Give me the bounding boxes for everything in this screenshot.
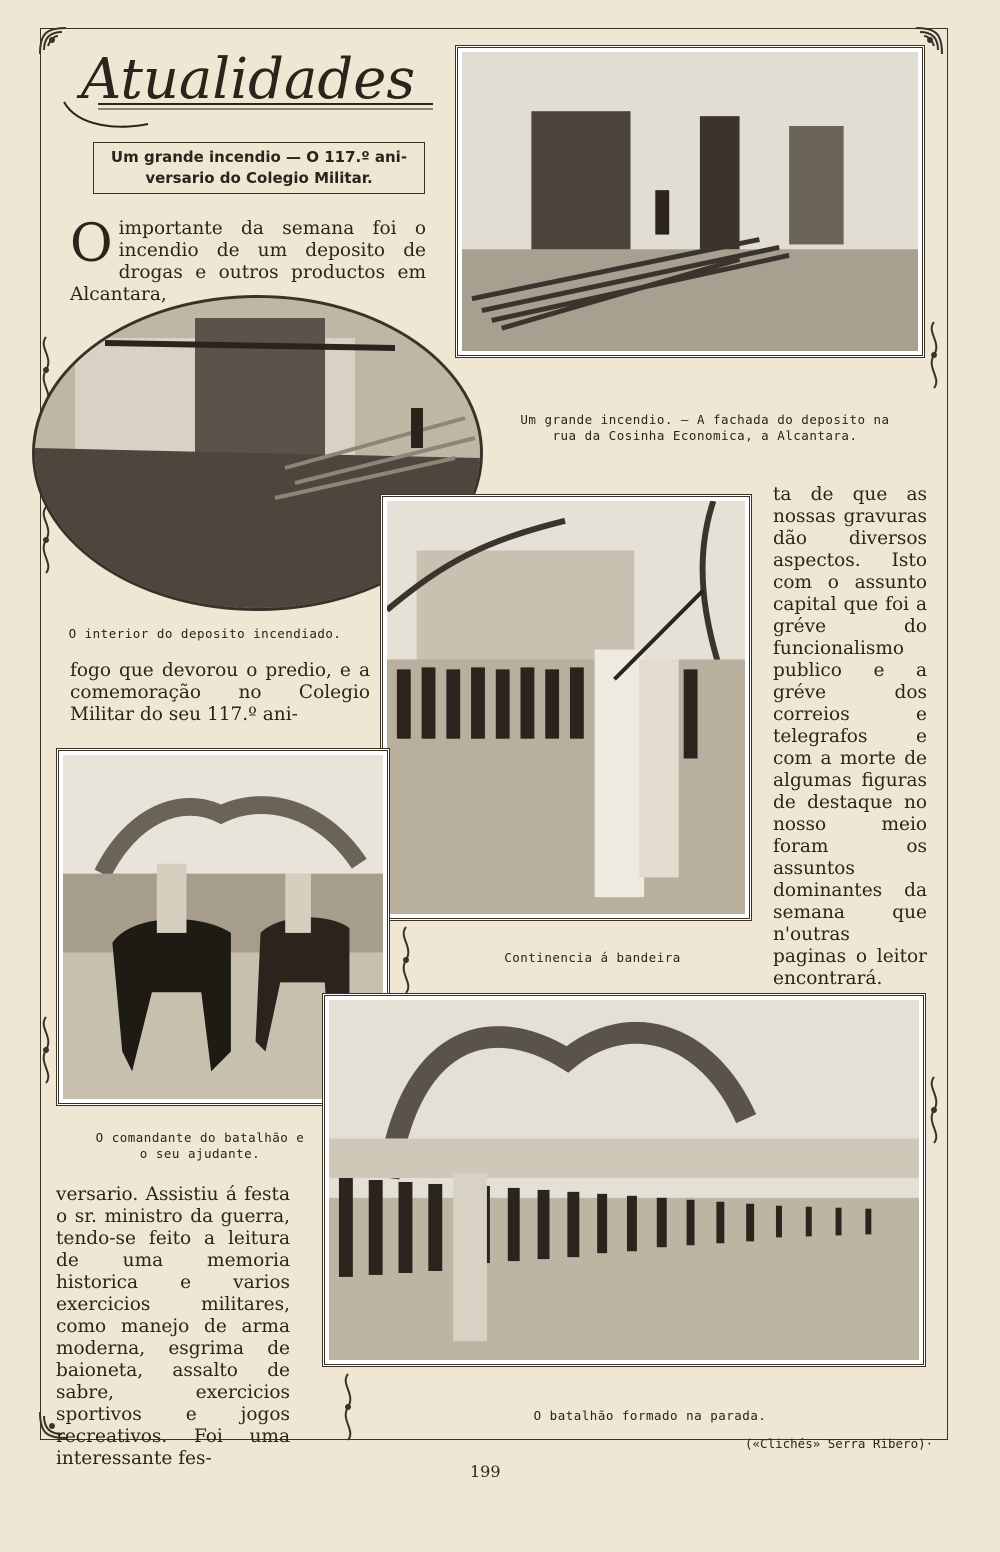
side-ornament-icon	[36, 1015, 56, 1085]
caption-commander	[50, 1130, 350, 1162]
caption-battalion: O batalhão formado na parada.	[533, 1408, 767, 1423]
page-title	[58, 32, 438, 132]
article-paragraph	[70, 214, 426, 306]
article-paragraph: ta de que as nossas gravuras dão diversos aspectos. Isto com o assunto capital que foi a gréve do funcionalismo publico e a gréve dos correios e telegrafos e com a morte de algumas figuras de destaque no nosso meio foram os assuntos dominantes da semana que n'outras paginas o leitor encontrará.	[773, 484, 927, 989]
paragraph-text: importante da semana foi o incendio de um deposito de drogas e outros productos em Alcantara,	[70, 218, 426, 305]
side-ornament-icon	[924, 320, 944, 390]
title-text: Atualidades	[80, 47, 416, 112]
article-paragraph: versario. Assistiu á festa o sr. ministro da guerra, tendo-se feito a leitura de uma memoria historica e varios exercicios militares, como manejo de arma moderna, esgrima de baioneta, assalto de sabre, exercicios sportivos e jogos recreativos. Foi uma interessante fes-	[56, 1184, 290, 1469]
subtitle-line: Um grande incendio — O 117.º ani-	[110, 148, 408, 166]
photo-battalion	[322, 993, 926, 1367]
article-paragraph: fogo que devorou o predio, e a comemoração no Colegio Militar do seu 117.º ani-	[70, 660, 370, 725]
side-ornament-icon	[338, 1372, 358, 1442]
caption-line: O comandante do batalhão e	[95, 1130, 305, 1145]
subtitle-box	[93, 142, 425, 194]
subtitle-line: versario do Colegio Militar.	[145, 169, 373, 187]
caption-line: rua da Cosinha Economica, a Alcantara.	[552, 428, 858, 443]
caption-flag: Continencia á bandeira	[504, 950, 681, 965]
caption-line: Um grande incendio. — A fachada do deposito na	[520, 412, 890, 427]
page-number: 199	[470, 1462, 501, 1481]
photo-flag-salute	[380, 494, 752, 921]
caption-line: o seu ajudante.	[139, 1146, 261, 1161]
photo-credit: («Clichés» Serra Ribero)·	[745, 1436, 934, 1451]
caption-facade	[505, 412, 905, 444]
side-ornament-icon	[924, 1075, 944, 1145]
photo-facade	[455, 45, 925, 358]
caption-interior: O interior do deposito incendiado.	[68, 626, 342, 641]
dropcap: O	[70, 214, 113, 274]
side-ornament-icon	[396, 925, 416, 995]
